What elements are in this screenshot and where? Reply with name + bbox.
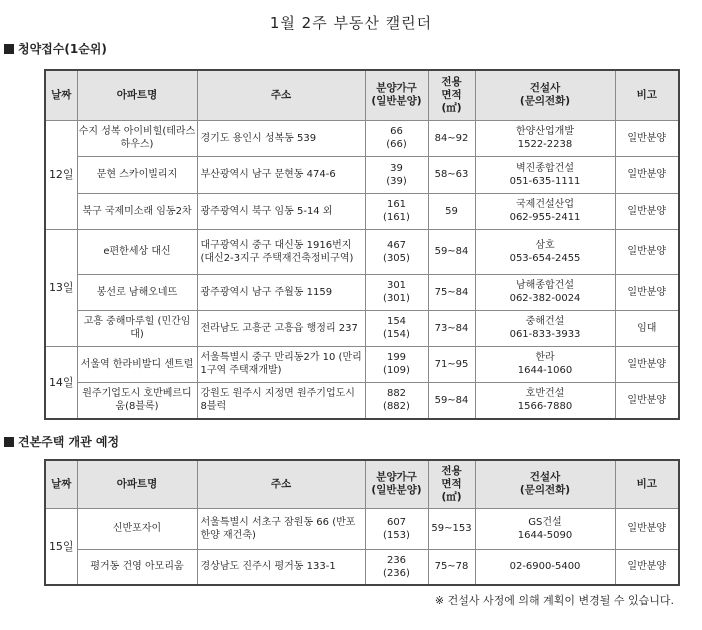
table-row [45,549,679,585]
units-cell: 161 (161) [365,193,428,229]
area-cell: 75~78 [428,549,475,585]
addr-cell: 광주광역시 북구 임동 5-14 외 [197,193,365,229]
header-note: 비고 [615,460,679,508]
header-builder: 건설사 (문의전화) [475,70,615,120]
addr-cell: 서울특별시 중구 만리동2가 10 (만리1구역 주택재개발) [197,346,365,382]
area-cell: 75~84 [428,274,475,310]
apt-cell: e편한세상 대신 [77,229,197,274]
note-cell: 일반분양 [615,120,679,156]
table-row [45,229,679,274]
area-cell: 59~84 [428,229,475,274]
square-bullet-icon [4,437,14,447]
header-addr: 주소 [197,70,365,120]
addr-cell: 대구광역시 중구 대신동 1916번지 (대신2-3지구 주택재건축정비구역) [197,229,365,274]
table-row [45,508,679,549]
addr-cell: 강원도 원주시 지정면 원주기업도시 8블럭 [197,382,365,419]
builder-cell: 국제건설산업 062-955-2411 [475,193,615,229]
area-cell: 73~84 [428,310,475,346]
units-cell: 236 (236) [365,549,428,585]
units-cell: 199 (109) [365,346,428,382]
section-heading-text: 견본주택 개관 예정 [18,435,120,449]
table-row [45,310,679,346]
table-row [45,120,679,156]
header-apt: 아파트명 [77,70,197,120]
header-note: 비고 [615,70,679,120]
builder-cell: 벽진종합건설 051-635-1111 [475,156,615,193]
builder-cell: 중해건설 061-833-3933 [475,310,615,346]
builder-cell: 남해종합건설 062-382-0024 [475,274,615,310]
builder-cell: 한라 1644-1060 [475,346,615,382]
date-cell: 14일 [45,346,77,419]
apt-cell: 평거동 건영 아모리움 [77,549,197,585]
area-cell: 59 [428,193,475,229]
header-builder: 건설사 (문의전화) [475,460,615,508]
addr-cell: 부산광역시 남구 문현동 474-6 [197,156,365,193]
section-heading-model-house [4,433,119,450]
units-cell: 154 (154) [365,310,428,346]
apt-cell: 문현 스카이빌리지 [77,156,197,193]
units-cell: 607 (153) [365,508,428,549]
builder-cell: GS건설 1644-5090 [475,508,615,549]
date-cell: 12일 [45,120,77,229]
subscription-table [44,69,680,420]
table-row [45,382,679,419]
area-cell: 71~95 [428,346,475,382]
addr-cell: 경기도 용인시 성복동 539 [197,120,365,156]
note-cell: 일반분양 [615,156,679,193]
section-heading-text: 청약접수(1순위) [18,42,107,56]
header-units: 분양가구 (일반분양) [365,70,428,120]
apt-cell: 서울역 한라비발디 센트럴 [77,346,197,382]
units-cell: 301 (301) [365,274,428,310]
builder-cell: 한양산업개발 1522-2238 [475,120,615,156]
note-cell: 일반분양 [615,382,679,419]
header-area: 전용 면적 (㎡) [428,460,475,508]
table-header-row [45,70,679,120]
builder-cell: 삼호 053-654-2455 [475,229,615,274]
units-cell: 66 (66) [365,120,428,156]
table-row [45,193,679,229]
area-cell: 84~92 [428,120,475,156]
header-units: 분양가구 (일반분양) [365,460,428,508]
area-cell: 59~153 [428,508,475,549]
note-cell: 일반분양 [615,508,679,549]
apt-cell: 봉선로 남해오네뜨 [77,274,197,310]
units-cell: 39 (39) [365,156,428,193]
note-cell: 일반분양 [615,193,679,229]
header-date: 날짜 [45,460,77,508]
apt-cell: 신반포자이 [77,508,197,549]
area-cell: 59~84 [428,382,475,419]
apt-cell: 북구 국제미소래 임동2차 [77,193,197,229]
section-heading-subscription [4,40,107,57]
note-cell: 임대 [615,310,679,346]
header-area: 전용 면적 (㎡) [428,70,475,120]
area-cell: 58~63 [428,156,475,193]
apt-cell: 고흥 중해마루힐 (민간임대) [77,310,197,346]
table-row [45,274,679,310]
units-cell: 467 (305) [365,229,428,274]
builder-cell: 02-6900-5400 [475,549,615,585]
addr-cell: 경상남도 진주시 평거동 133-1 [197,549,365,585]
model-house-table [44,459,680,586]
header-date: 날짜 [45,70,77,120]
note-cell: 일반분양 [615,274,679,310]
builder-cell: 호반건설 1566-7880 [475,382,615,419]
header-addr: 주소 [197,460,365,508]
addr-cell: 광주광역시 남구 주월동 1159 [197,274,365,310]
table-row [45,346,679,382]
units-cell: 882 (882) [365,382,428,419]
header-apt: 아파트명 [77,460,197,508]
page-title: 1월 2주 부동산 캘린더 [269,14,433,32]
note-cell: 일반분양 [615,346,679,382]
table-row [45,156,679,193]
date-cell: 15일 [45,508,77,585]
addr-cell: 서울특별시 서초구 잠원동 66 (반포한양 재건축) [197,508,365,549]
table-header-row [45,460,679,508]
square-bullet-icon [4,44,14,54]
note-cell: 일반분양 [615,229,679,274]
apt-cell: 수지 성복 아이비힐(테라스하우스) [77,120,197,156]
addr-cell: 전라남도 고흥군 고흥읍 행정리 237 [197,310,365,346]
apt-cell: 원주기업도시 호반베르디움(8블록) [77,382,197,419]
note-cell: 일반분양 [615,549,679,585]
footnote: ※ 건설사 사정에 의해 계획이 변경될 수 있습니다. [434,594,674,607]
date-cell: 13일 [45,229,77,346]
